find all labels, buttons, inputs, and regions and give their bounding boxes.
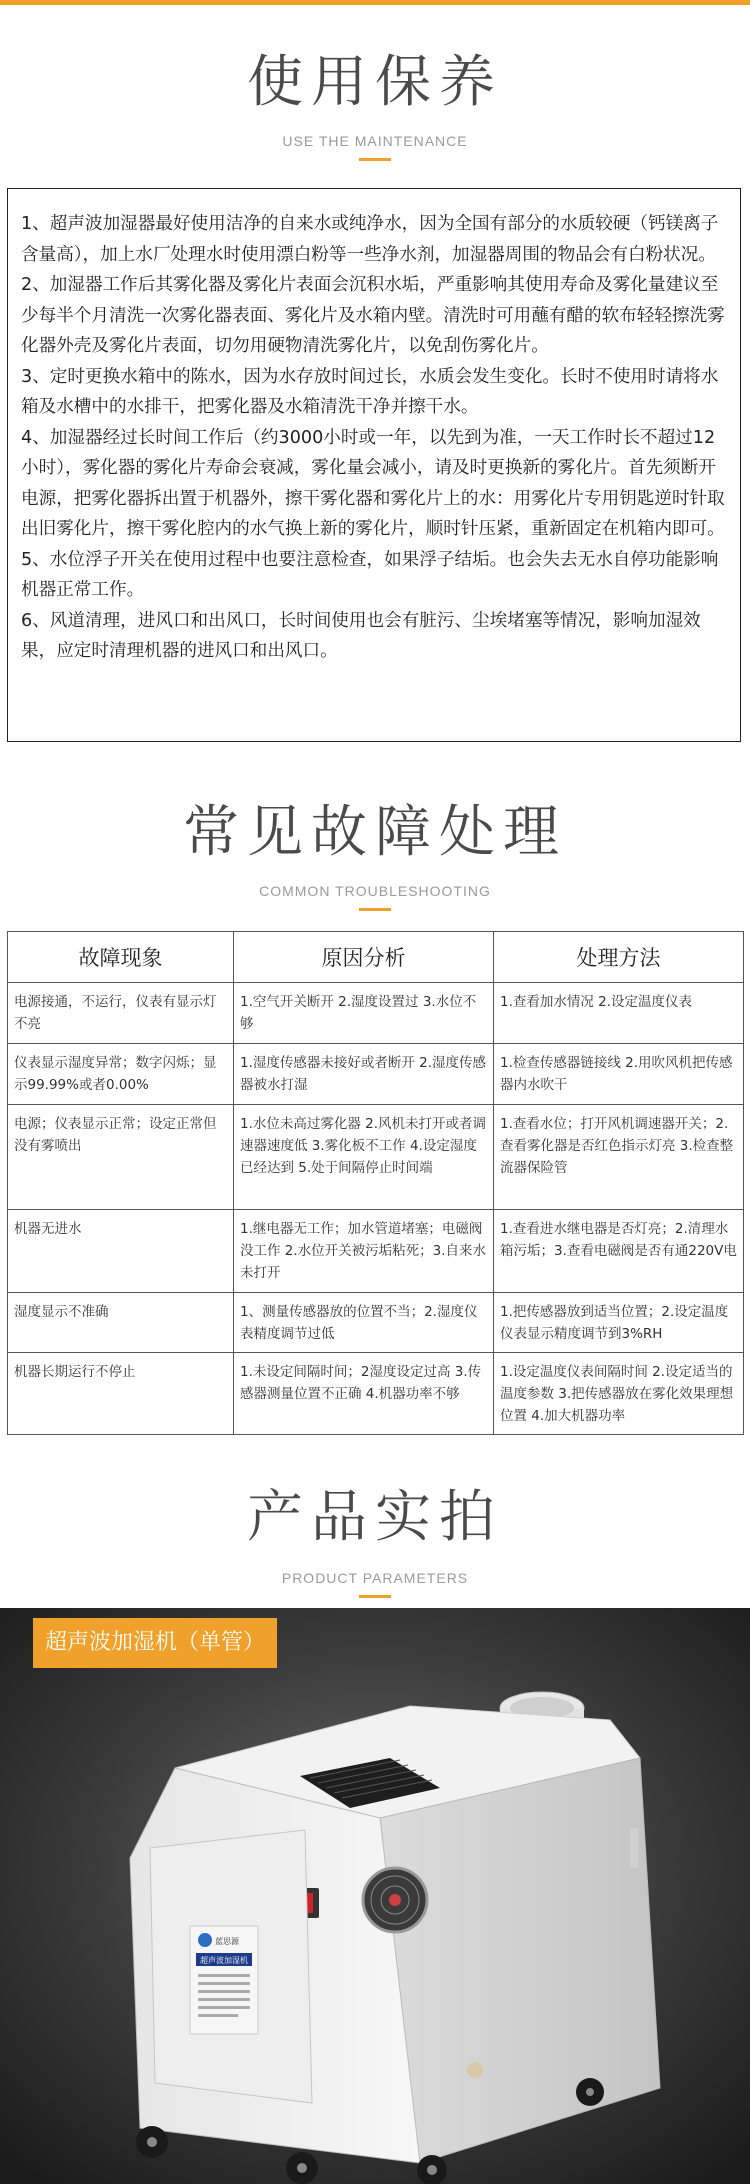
cause-cell: 1.湿度传感器未接好或者断开 2.湿度传感器被水打湿 [234, 1044, 494, 1105]
humidifier-illustration [0, 1608, 750, 2184]
symptom-cell: 电源；仪表显示正常；设定正常但没有雾喷出 [8, 1105, 234, 1210]
cause-cell: 1.继电器无工作；加水管道堵塞；电磁阀没工作 2.水位开关被污垢粘死；3.自来水未打开 [234, 1210, 494, 1293]
product-accent-line [359, 1595, 391, 1598]
symptom-cell: 电源接通，不运行，仪表有显示灯不亮 [8, 983, 234, 1044]
header-symptom: 故障现象 [8, 932, 234, 983]
table-row [8, 1210, 744, 1293]
cause-cell: 1.未设定间隔时间；2湿度设定过高 3.传感器测量位置不正确 4.机器功率不够 [234, 1353, 494, 1435]
top-accent-bar [0, 0, 750, 5]
symptom-cell: 机器无进水 [8, 1210, 234, 1293]
maintenance-note: 6、风道清理，进风口和出风口，长时间使用也会有脏污、尘埃堵塞等情况，影响加湿效果，应定时清理机器的进风口和出风口。 [21, 610, 701, 661]
maintenance-note: 4、加湿器经过长时间工作后（约3000小时或一年，以先到为准，一天工作时长不超过12小时），雾化器的雾化片寿命会衰减，雾化量会减小，请及时更换新的雾化片。首先须断开电源，把雾化器拆出置于机器外，擦干雾化器和雾化片上的水：用雾化片专用钥匙逆时针取出旧雾化片，擦干雾化腔内的水气换上新的雾化片，顺时针压紧，重新固定在机箱内即可。 [21, 427, 725, 539]
label-brand-text: 蓝思源 [215, 1937, 239, 1946]
maintenance-subtitle: USE THE MAINTENANCE [282, 133, 468, 149]
troubleshooting-accent-line [359, 908, 391, 911]
table-row [8, 1105, 744, 1210]
symptom-cell: 仪表显示湿度异常；数字闪烁；显示99.99%或者0.00% [8, 1044, 234, 1105]
product-title: 产品实拍 [247, 1485, 503, 1550]
solution-cell: 1.查看水位；打开风机调速器开关；2.查看雾化器是否红色指示灯亮 3.检查整流器保险管 [494, 1105, 744, 1210]
maintenance-note: 1、超声波加湿器最好使用洁净的自来水或纯净水，因为全国有部分的水质较硬（钙镁离子含量高），加上水厂处理水时使用漂白粉等一些净水剂，加湿器周围的物品会有白粉状况。 [21, 214, 719, 265]
troubleshooting-title: 常见故障处理 [183, 800, 567, 865]
label-product-text: 超声波加湿机 [200, 1956, 248, 1965]
header-solution: 处理方法 [494, 932, 744, 983]
table-row [8, 1353, 744, 1435]
maintenance-note: 3、定时更换水箱中的陈水，因为水存放时间过长，水质会发生变化。长时不使用时请将水箱及水槽中的水排干，把雾化器及水箱清洗干净并擦干水。 [21, 366, 719, 417]
maintenance-note: 5、水位浮子开关在使用过程中也要注意检查，如果浮子结垢。也会失去无水自停功能影响机器正常工作。 [21, 549, 719, 600]
table-header-row [8, 932, 744, 983]
product-photo [0, 1608, 750, 2184]
product-subtitle: PRODUCT PARAMETERS [281, 1570, 469, 1586]
cause-cell: 1.水位未高过雾化器 2.风机未打开或者调速器速度低 3.雾化板不工作 4.设定湿度已经达到 5.处于间隔停止时间端 [234, 1105, 494, 1210]
maintenance-accent-line [359, 158, 391, 161]
symptom-cell: 湿度显示不准确 [8, 1293, 234, 1353]
maintenance-title: 使用保养 [247, 50, 503, 115]
solution-cell: 1.检查传感器链接线 2.用吹风机把传感器内水吹干 [494, 1044, 744, 1105]
maintenance-notes-box [7, 188, 741, 742]
cause-cell: 1.空气开关断开 2.湿度设置过 3.水位不够 [234, 983, 494, 1044]
maintenance-note: 2、加湿器工作后其雾化器及雾化片表面会沉积水垢，严重影响其使用寿命及雾化量建议至少每半个月清洗一次雾化器表面、雾化片及水箱内壁。清洗时可用蘸有醋的软布轻轻擦洗雾化器外壳及雾化片表面，切勿用硬物清洗雾化片，以免刮伤雾化片。 [21, 275, 725, 356]
table-row [8, 1044, 744, 1105]
header-cause: 原因分析 [234, 932, 494, 983]
table-row [8, 1293, 744, 1353]
troubleshooting-table [7, 931, 744, 1435]
troubleshooting-subtitle: COMMON TROUBLESHOOTING [259, 883, 491, 899]
solution-cell: 1.把传感器放到适当位置；2.设定温度仪表显示精度调节到3%RH [494, 1293, 744, 1353]
product-name-badge: 超声波加湿机（单管） [33, 1618, 277, 1668]
solution-cell: 1.查看进水继电器是否灯亮；2.清理水箱污垢；3.查看电磁阀是否有通220V电 [494, 1210, 744, 1293]
solution-cell: 1.设定温度仪表间隔时间 2.设定适当的温度参数 3.把传感器放在雾化效果理想位置 4.加大机器功率 [494, 1353, 744, 1435]
cause-cell: 1、测量传感器放的位置不当；2.湿度仪表精度调节过低 [234, 1293, 494, 1353]
table-row [8, 983, 744, 1044]
symptom-cell: 机器长期运行不停止 [8, 1353, 234, 1435]
solution-cell: 1.查看加水情况 2.设定温度仪表 [494, 983, 744, 1044]
